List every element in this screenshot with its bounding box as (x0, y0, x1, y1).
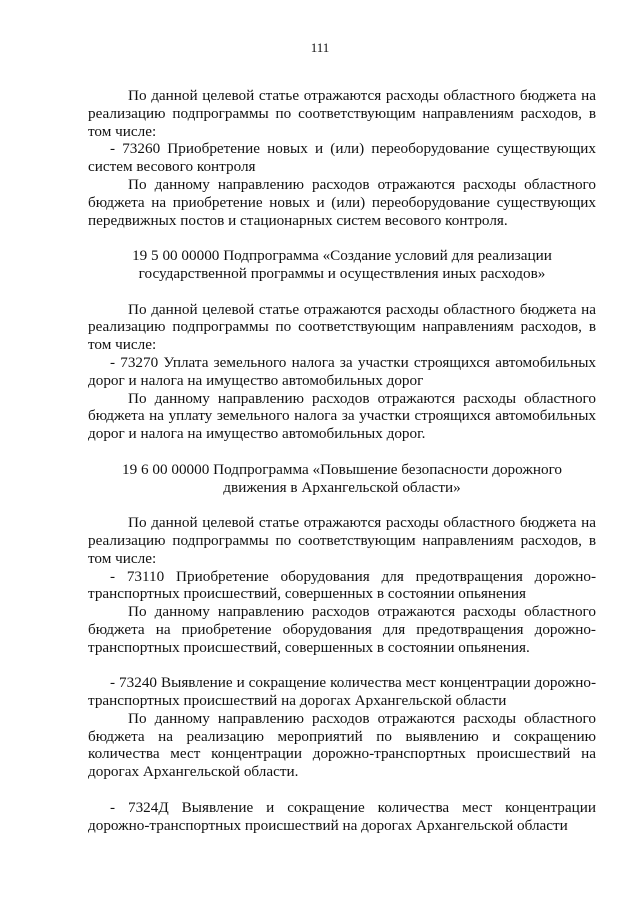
section-heading: 19 5 00 00000 Подпрограмма «Создание условий для реализации государственной программы и осуществления иных расходов» (132, 247, 552, 282)
paragraph: По данной целевой статье отражаются расходы областного бюджета на реализацию подпрограммы по соответствующим направлениям расходов, в том числе: (88, 514, 596, 567)
expense-item: - 73240 Выявление и сокращение количества мест концентрации дорожно-транспортных происшествий на дорогах Архангельской области (88, 674, 596, 710)
paragraph: По данной целевой статье отражаются расходы областного бюджета на реализацию подпрограммы по соответствующим направлениям расходов, в том числе: (88, 87, 596, 140)
page-number: 111 (310, 40, 330, 55)
spacer (88, 657, 596, 675)
document-body (88, 87, 596, 834)
expense-item: - 73110 Приобретение оборудования для предотвращения дорожно-транспортных происшествий, совершенных в состоянии опьянения (88, 567, 596, 603)
spacer (88, 496, 596, 514)
paragraph: По данному направлению расходов отражаются расходы областного бюджета на реализацию мероприятий по выявлению и сокращению количества мест концентрации дорожно-транспортных происшествий на дорогах Архангельской области. (88, 709, 596, 781)
paragraph: По данному направлению расходов отражаются расходы областного бюджета на приобретение новых и (или) переоборудование существующих передвижных постов и стационарных систем весового контроля. (88, 175, 596, 229)
spacer (88, 283, 596, 301)
paragraph: По данной целевой статье отражаются расходы областного бюджета на реализацию подпрограммы по соответствующим направлениям расходов, в том числе: (88, 300, 596, 354)
expense-item: - 73270 Уплата земельного налога за участки строящихся автомобильных дорог и налога на имущество автомобильных дорог (88, 353, 596, 389)
paragraph: По данному направлению расходов отражаются расходы областного бюджета на уплату земельного налога за участки строящихся автомобильных дорог и налога на имущество автомобильных дорог. (88, 389, 596, 443)
spacer (88, 443, 596, 461)
paragraph: По данному направлению расходов отражаются расходы областного бюджета на приобретение оборудования для предотвращения дорожно-транспортных происшествий, совершенных в состоянии опьянения. (88, 603, 596, 656)
expense-item: - 73260 Приобретение новых и (или) переоборудование существующих систем весового контроля (88, 140, 596, 176)
spacer (88, 229, 596, 247)
spacer (88, 781, 596, 799)
expense-item: - 7324Д Выявление и сокращение количества мест концентрации дорожно-транспортных происшествий на дорогах Архангельской области (88, 798, 596, 834)
section-heading: 19 6 00 00000 Подпрограмма «Повышение безопасности дорожного движения в Архангельской области» (121, 460, 563, 496)
